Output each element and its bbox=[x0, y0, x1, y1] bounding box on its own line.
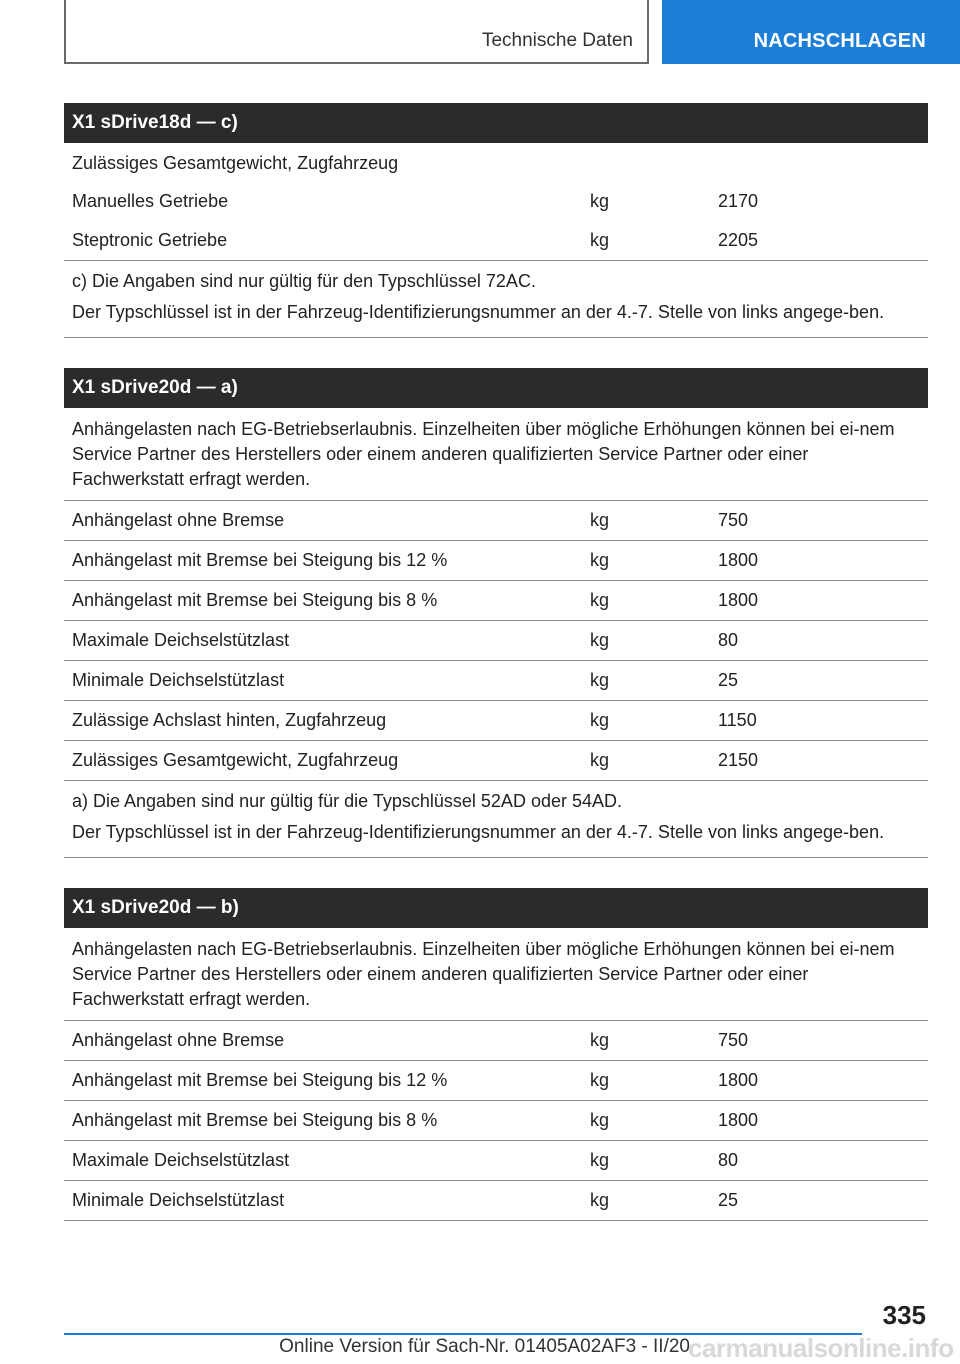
row-unit: kg bbox=[590, 1030, 610, 1050]
table-row bbox=[64, 700, 928, 740]
row-value: 1800 bbox=[718, 1110, 759, 1130]
header-section-tab bbox=[64, 0, 649, 64]
table-row bbox=[64, 1140, 928, 1180]
table-title: X1 sDrive20d — b) bbox=[64, 888, 928, 928]
row-value: 25 bbox=[718, 670, 739, 690]
spec-table-x1-sdrive20d-b bbox=[64, 888, 928, 1221]
row-unit: kg bbox=[590, 750, 610, 770]
table-row bbox=[64, 1020, 928, 1060]
row-value: 750 bbox=[718, 1030, 749, 1050]
table-title: X1 sDrive18d — c) bbox=[64, 103, 928, 143]
table-row bbox=[64, 1180, 928, 1220]
row-label: Anhängelast mit Bremse bei Steigung bis 12 % bbox=[72, 550, 448, 570]
table-footnotes bbox=[64, 780, 928, 858]
row-unit: kg bbox=[590, 191, 610, 211]
table-bottom-rule bbox=[64, 1220, 928, 1221]
table-row bbox=[64, 500, 928, 540]
row-unit: kg bbox=[590, 710, 610, 730]
row-unit: kg bbox=[590, 1190, 610, 1210]
table-row bbox=[64, 580, 928, 620]
row-value: 1800 bbox=[718, 1070, 759, 1090]
row-value: 1150 bbox=[718, 710, 757, 730]
table-row bbox=[64, 1100, 928, 1140]
table-row bbox=[64, 182, 928, 221]
row-value: 25 bbox=[718, 1190, 739, 1210]
row-value: 1800 bbox=[718, 590, 759, 610]
row-unit: kg bbox=[590, 1150, 610, 1170]
row-unit: kg bbox=[590, 630, 610, 650]
row-unit: kg bbox=[590, 1110, 610, 1130]
table-footnotes bbox=[64, 260, 928, 338]
table-row bbox=[64, 221, 928, 260]
table-intro: Anhängelasten nach EG-Betriebserlaubnis. Einzelheiten über mögliche Erhöhungen können bei ei‐nem Service Partner des Herstellers oder einem anderen qualifizierten Service Partner oder einer Fachwerkstatt erfragt werden. bbox=[72, 939, 895, 1009]
row-value: 1800 bbox=[718, 550, 759, 570]
row-label: Anhängelast ohne Bremse bbox=[72, 1030, 285, 1050]
row-label: Maximale Deichselstützlast bbox=[72, 630, 290, 650]
table-row bbox=[64, 540, 928, 580]
row-label: Anhängelast mit Bremse bei Steigung bis 8 % bbox=[72, 590, 438, 610]
row-label: Anhängelast mit Bremse bei Steigung bis 8 % bbox=[72, 1110, 438, 1130]
table-row bbox=[64, 620, 928, 660]
row-value: 2170 bbox=[718, 191, 759, 211]
row-value: 80 bbox=[718, 1150, 739, 1170]
row-label: Anhängelast mit Bremse bei Steigung bis 12 % bbox=[72, 1070, 448, 1090]
row-label: Zulässige Achslast hinten, Zugfahrzeug bbox=[72, 710, 387, 730]
table-row bbox=[64, 740, 928, 780]
table-row bbox=[64, 660, 928, 700]
page-number: 335 bbox=[882, 1300, 926, 1330]
row-value: 750 bbox=[718, 510, 749, 530]
header-chapter-tab bbox=[662, 0, 960, 64]
footnote: Der Typschlüssel ist in der Fahrzeug-Identifizierungsnummer an der 4.-7. Stelle von links angege‐ben. bbox=[72, 822, 885, 842]
row-label: Zulässiges Gesamtgewicht, Zugfahrzeug bbox=[72, 750, 399, 770]
row-label: Manuelles Getriebe bbox=[72, 191, 229, 211]
row-label: Minimale Deichselstützlast bbox=[72, 1190, 285, 1210]
table-title: X1 sDrive20d — a) bbox=[64, 368, 928, 408]
row-unit: kg bbox=[590, 230, 610, 250]
spec-table-x1-sdrive18d-c bbox=[64, 103, 928, 338]
online-version-note: Online Version für Sach-Nr. 01405A02AF3 - II/20 bbox=[279, 1336, 690, 1357]
header-section-title: Technische Daten bbox=[481, 30, 633, 51]
table-row bbox=[64, 1060, 928, 1100]
row-unit: kg bbox=[590, 670, 610, 690]
row-label: Steptronic Getriebe bbox=[72, 230, 228, 250]
page-content bbox=[64, 103, 928, 1251]
row-value: 2205 bbox=[718, 230, 759, 250]
spec-table-x1-sdrive20d-a bbox=[64, 368, 928, 858]
page-header bbox=[0, 0, 960, 66]
header-chapter-title: NACHSCHLAGEN bbox=[753, 30, 926, 52]
watermark: carmanualsonline.info bbox=[688, 1333, 954, 1363]
row-unit: kg bbox=[590, 590, 610, 610]
row-unit: kg bbox=[590, 510, 610, 530]
row-label: Maximale Deichselstützlast bbox=[72, 1150, 290, 1170]
row-value: 2150 bbox=[718, 750, 759, 770]
row-unit: kg bbox=[590, 1070, 610, 1090]
row-label: Minimale Deichselstützlast bbox=[72, 670, 285, 690]
row-label: Anhängelast ohne Bremse bbox=[72, 510, 285, 530]
footnote: c) Die Angaben sind nur gültig für den Typschlüssel 72AC. bbox=[72, 271, 536, 291]
table-intro: Anhängelasten nach EG-Betriebserlaubnis. Einzelheiten über mögliche Erhöhungen können bei ei‐nem Service Partner des Herstellers oder einem anderen qualifizierten Service Partner oder einer Fachwerkstatt erfragt werden. bbox=[72, 419, 895, 489]
row-value: 80 bbox=[718, 630, 739, 650]
footnote: a) Die Angaben sind nur gültig für die Typschlüssel 52AD oder 54AD. bbox=[72, 791, 622, 811]
row-unit: kg bbox=[590, 550, 610, 570]
table-intro: Zulässiges Gesamtgewicht, Zugfahrzeug bbox=[72, 153, 399, 173]
footnote: Der Typschlüssel ist in der Fahrzeug-Identifizierungsnummer an der 4.-7. Stelle von links angege‐ben. bbox=[72, 302, 885, 322]
